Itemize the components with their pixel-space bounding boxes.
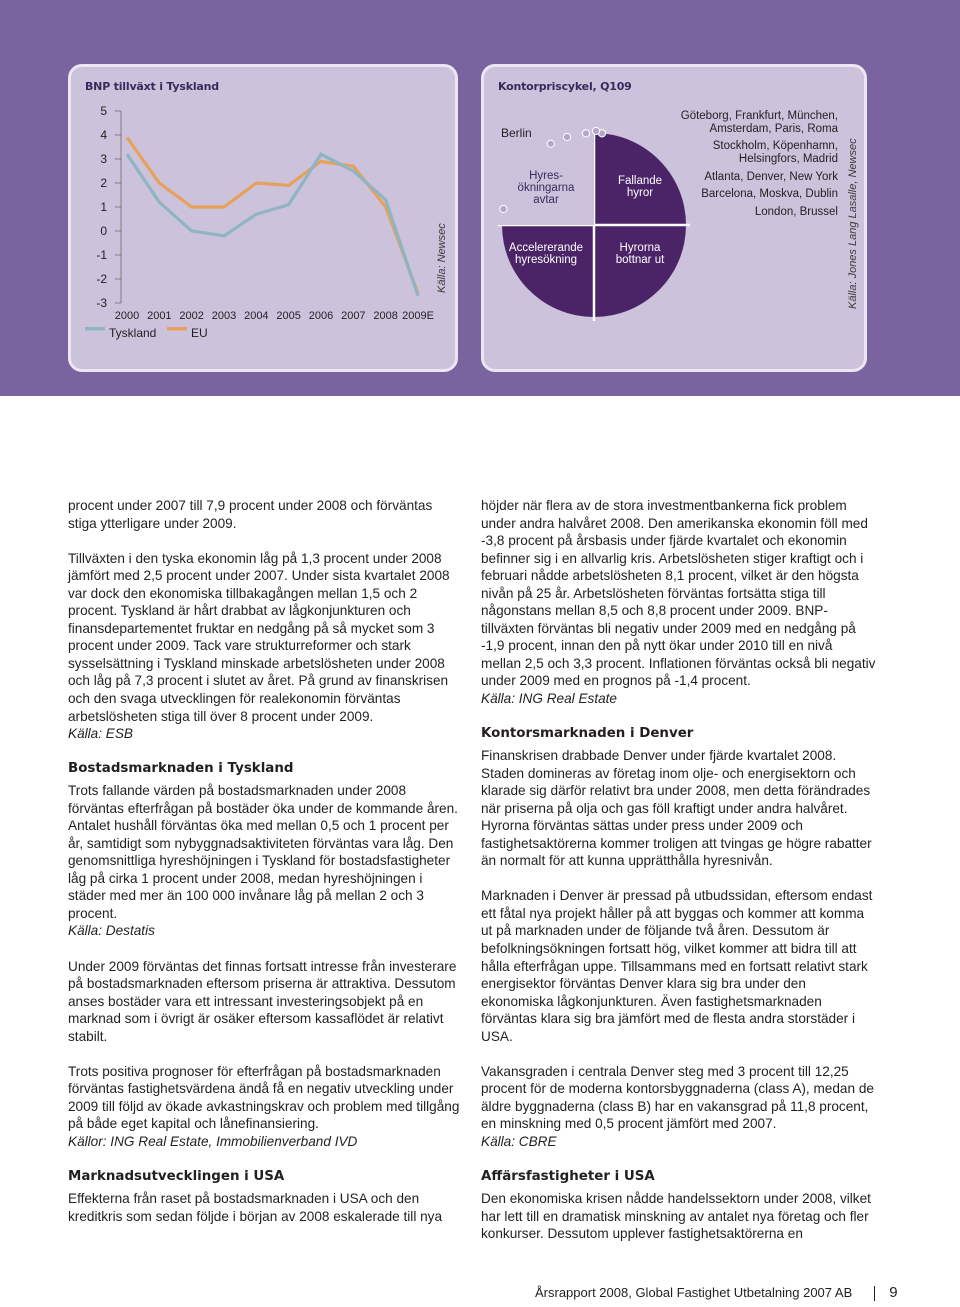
paragraph-text: Vakansgraden i centrala Denver steg med 3 procent till 12,25 procent för de moderna kontorsbyggnaderna (class A), medan de äldre byggnaderna (class B) har en vakansgrad på 11,8 procent, en minskning med 0,5 procent jämfört med 2007.	[481, 1063, 874, 1132]
y-tick-label: 0	[100, 224, 107, 238]
quadrant-label-bottom-right: bottnar ut	[615, 254, 665, 266]
cycle-position-marker	[564, 133, 571, 140]
paragraph-text: Effekterna från raset på bostadsmarknaden i USA och den kreditkris som sedan följde i början av 2008 eskalerade till nya	[68, 1191, 443, 1224]
x-tick-label: 2000	[114, 310, 140, 322]
section-heading	[481, 725, 876, 743]
source-citation: Källa: Destatis	[68, 923, 155, 939]
paragraph-text: Marknaden i Denver är pressad på utbudssidan, eftersom endast ett fåtal nya projekt håller på att byggas och kommer att komma ut på marknaden under de följande två åren. Dessutom är befolkningsökningen fortsatt hög, vilket kommer att bidra till att hålla efterfrågan uppe. Tillsammans med en fortsatt relativt stark energisektor förväntas Denver klara sig bra under den ekonomiska lågkonjunkturen. Även fastighetsmarknaden förväntas klara sig bra jämfört med de flesta andra storstäder i USA.	[481, 888, 873, 1044]
paragraph-text: Tillväxten i den tyska ekonomin låg på 1,3 procent under 2008 jämfört med 2,5 procent under 2007. Under sista kvartalet 2008 var dock den ekonomiska tillbakagången mellan 1,5 och 2 procent. Tyskland är hårt drabbat av lågkonjunkturen och finansdepartementet fruktar en nedgång på så mycket som 3 procent under 2009. Tack vare strukturreformer och stark sysselsättning i Tyskland minskade arbetslösheten under 2008 och låg på 7,3 procent i slutet av året. På grund av finanskrisen och den svaga utvecklingen för realekonomin förväntas arbetslösheten stiga till över 8 procent under 2009.	[68, 550, 450, 724]
legend-label: EU	[191, 326, 208, 340]
paragraph	[481, 1063, 876, 1151]
paragraph-text: Finanskrisen drabbade Denver under fjärde kvartalet 2008. Staden domineras av företag inom olje- och energisektorn och klarade sig därför relativt bra under 2008, men detta förändrades när priserna på olja och gas föll kraftigt under andra halvåret. Hyrorna förväntas sättas under press under 2009 och fastighetsaktörerna kommer troligen att tvingas ge högre rabatter än normalt för att kunna upprätthålla hyresnivån.	[481, 748, 872, 869]
paragraph	[68, 1063, 463, 1151]
x-tick-label: 2001	[147, 310, 172, 322]
footer-text: Årsrapport 2008, Global Fastighet Utbetalning 2007 AB	[535, 1285, 853, 1300]
paragraph	[68, 1190, 463, 1225]
paragraph	[68, 497, 463, 532]
cycle-position-marker	[592, 127, 599, 134]
paragraph-text: Under 2009 förväntas det finnas fortsatt intresse från investerare på bostadsmarknaden eftersom priserna är attraktiva. Dessutom anses bostäder vara ett intressant investeringsobjekt på en marknad som i övrigt är osäker eftersom kassaflödet är relativt stabilt.	[68, 958, 457, 1044]
city-group-label: Barcelona, Moskva, Dublin	[701, 188, 838, 200]
x-tick-label: 2003	[211, 310, 237, 322]
y-tick-label: 2	[100, 176, 107, 190]
gdp-line-chart	[71, 67, 455, 369]
y-tick-label: 3	[100, 152, 107, 166]
cycle-position-marker	[582, 130, 589, 137]
right-text-column	[481, 497, 876, 1260]
office-price-cycle-diagram	[484, 67, 864, 369]
paragraph	[481, 887, 876, 1045]
cycle-position-marker	[547, 140, 554, 147]
city-label-berlin: Berlin	[501, 126, 532, 140]
paragraph-text: höjder när flera av de stora investmentbankerna fick problem under andra halvåret 2008. Den amerikanska ekonomin föll med -3,8 procent på årsbasis under fjärde kvartalet och ekonomin befinner sig i en allvarlig kris. Arbetslösheten stiger kraftigt och i februari nådde arbetslösheten 8,1 procent, vilket är den högsta nivån på 25 år. Arbetslösheten förväntas fortsätta stiga till någonstans mellan 8,5 och 8,8 procent under 2009. BNP-tillväxten förväntas bli negativ under 2009 med en nedgång på -1,9 procent, innan den på nytt ökar under 2010 till en nivå mellan 2,5 och 3,3 procent. Inflationen förväntas också bli negativ under 2009 med en prognos på -1,4 procent.	[481, 498, 876, 689]
heading-text: Affärsfastigheter i USA	[481, 1169, 655, 1185]
quadrant-label-top-right: Fallande	[617, 175, 663, 187]
x-tick-label: 2009E	[402, 310, 434, 322]
quadrant-label-bottom-left: Accelererande	[508, 242, 584, 254]
city-group-label: Amsterdam, Paris, Roma	[709, 123, 838, 135]
heading-text: Bostadsmarknaden i Tyskland	[68, 761, 294, 777]
paragraph	[68, 782, 463, 940]
legend-label: Tyskland	[109, 326, 157, 340]
y-tick-label: -3	[96, 296, 107, 310]
paragraph-text: procent under 2007 till 7,9 procent under 2008 och förväntas stiga ytterligare under 2009.	[68, 498, 433, 531]
y-tick-label: 4	[100, 128, 107, 142]
paragraph-text: Den ekonomiska krisen nådde handelssektorn under 2008, vilket har lett till en dramatisk minskning av antalet nya företag och fler konkurser. Dessutom upplever fastighetsaktörerna en	[481, 1191, 871, 1242]
gdp-chart-title: BNP tillväxt i Tyskland	[85, 80, 219, 93]
city-group-label: Göteborg, Frankfurt, München,	[680, 110, 838, 122]
footer-separator	[874, 1286, 875, 1301]
x-tick-label: 2007	[341, 310, 366, 322]
gdp-source-label: Källa: Newsec	[436, 223, 448, 293]
section-heading	[481, 1168, 876, 1186]
city-group-label: London, Brussel	[754, 206, 838, 218]
x-tick-label: 2008	[373, 310, 398, 322]
source-citation: Källa: CBRE	[481, 1134, 557, 1149]
quadrant-label-top-left: Hyres-	[529, 170, 563, 182]
paragraph	[68, 958, 463, 1046]
quadrant-label-top-left: ökningarna	[517, 182, 575, 194]
page-footer	[535, 1284, 898, 1301]
series-line-tyskland	[127, 154, 418, 296]
cycle-chart-title: Kontorpriscykel, Q109	[498, 80, 632, 93]
source-citation: Källa: ESB	[68, 726, 133, 742]
city-group-label: Stockholm, Köpenhamn,	[712, 140, 838, 152]
y-tick-label: -1	[96, 248, 107, 262]
x-tick-label: 2002	[179, 310, 204, 322]
quadrant-label-top-right: hyror	[626, 187, 654, 199]
y-tick-label: -2	[96, 272, 107, 286]
y-tick-label: 1	[100, 200, 107, 214]
x-tick-label: 2006	[308, 310, 334, 322]
paragraph	[481, 1190, 876, 1243]
gdp-chart-panel	[68, 64, 458, 372]
left-text-column	[68, 497, 463, 1243]
quadrant-label-top-left: avtar	[533, 194, 559, 206]
quadrant-label-bottom-left: hyresökning	[514, 254, 578, 266]
source-citation: Källa: ING Real Estate	[481, 691, 617, 707]
x-tick-label: 2004	[244, 310, 269, 322]
cycle-position-marker	[500, 205, 507, 212]
page-number: 9	[889, 1284, 898, 1301]
quadrant-label-bottom-right: Hyrorna	[619, 242, 661, 254]
x-tick-label: 2005	[276, 310, 301, 322]
paragraph-text: Trots positiva prognoser för efterfrågan på bostadsmarknaden förväntas fastighetsvärdena ändå få en negativ utveckling under 2009 till följd av ökade avkastningskrav och problem med tillgång på både eget kapital och lånefinansiering.	[68, 1063, 460, 1132]
paragraph	[481, 497, 876, 708]
city-group-label: Helsingfors, Madrid	[738, 153, 838, 165]
legend-swatch	[85, 327, 105, 331]
y-tick-label: 5	[100, 104, 107, 118]
source-citation: Källor: ING Real Estate, Immobilienverband IVD	[68, 1133, 358, 1149]
series-line-eu	[127, 137, 418, 293]
paragraph	[68, 550, 463, 743]
section-heading	[68, 760, 463, 778]
legend-swatch	[167, 327, 187, 331]
heading-text: Kontorsmarknaden i Denver	[481, 726, 694, 742]
city-group-label: Atlanta, Denver, New York	[704, 171, 838, 183]
heading-text: Marknadsutvecklingen i USA	[68, 1169, 285, 1184]
cycle-source-label: Källa: Jones Lang Lasalle, Newsec	[847, 138, 859, 309]
section-heading	[68, 1168, 463, 1186]
paragraph-text: Trots fallande värden på bostadsmarknaden under 2008 förväntas efterfrågan på bostäder öka under de kommande åren. Antalet hushåll förväntas öka med mellan 0,5 och 1 procent per år, samtidigt som nybyggnadsaktiviteten förväntas vara låg. Den genomsnittliga hyreshöjningen i Tyskland för bostadsfastigheter låg på cirka 1 procent under 2008, medan hyreshöjningen i städer med mer än 100 000 invånare låg på mellan 2 och 3 procent.	[68, 783, 458, 921]
office-price-cycle-panel	[481, 64, 867, 372]
paragraph	[481, 747, 876, 870]
